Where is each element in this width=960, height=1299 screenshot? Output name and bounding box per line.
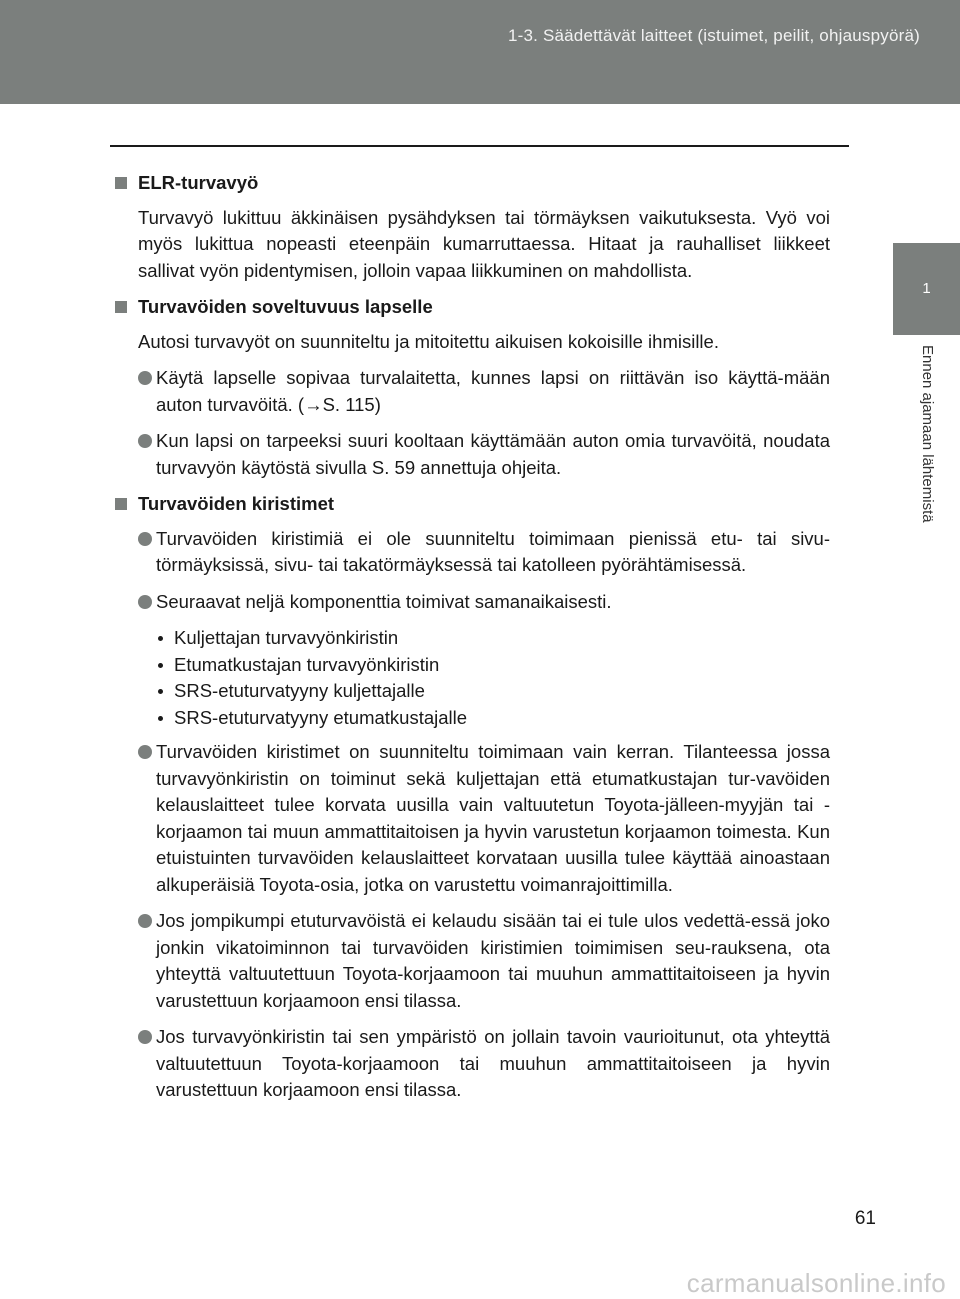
sub-list-item (156, 678, 830, 705)
sub-list-item (156, 705, 830, 732)
circle-bullet-icon (138, 1030, 152, 1044)
circle-bullet-icon (138, 532, 152, 546)
paragraph: Autosi turvavyöt on suunniteltu ja mitoitettu aikuisen kokoisille ihmisille. (138, 330, 719, 352)
dot-bullet-icon (158, 716, 163, 721)
watermark: carmanualsonline.info (686, 1268, 946, 1298)
sub-list-item (156, 625, 830, 652)
section-pretensioners (112, 491, 830, 1104)
bullet-text: Turvavöiden kiristimet on suunniteltu toimimaan vain kerran. Tilanteessa jossa turvavyönkiristin on toiminut sekä kuljettajan että etumatkustajan tur-vavöiden kelauslaitteet tulee korvata uusilla vain valtuutetun Toyota-jälleen-myyjän tai -korjaamon tai muun ammattitaitoisen ja hyvin varustetun korjaamon toimesta. Kun etuistuinten turvavöiden kelauslaitteet korvataan uusilla tulee käyttää ainoastaan alkuperäisiä Toyota-osia, jotka on varustettu voimanrajoittimilla. (156, 741, 830, 895)
sub-item-text: Kuljettajan turvavyönkiristin (174, 627, 399, 648)
paragraph: Turvavyö lukittuu äkkinäisen pysähdyksen tai törmäyksen vaikutuksesta. Vyö voi myös lukittua nopeasti eteenpäin kumarruttaessa. Hitaat ja rauhalliset liikkeet sallivat vyön pidentymisen, jolloin vapaa liikkuminen on mahdollista. (138, 206, 830, 281)
sub-list-item (156, 652, 830, 679)
sub-item-text: SRS-etuturvatyyny kuljettajalle (174, 680, 425, 701)
list-item (138, 526, 830, 579)
dot-bullet-icon (158, 689, 163, 694)
page-header (0, 0, 960, 104)
bullet-text: Kun lapsi on tarpeeksi suuri kooltaan käyttämään auton omia turvavöitä, noudata turvavyön käytöstä sivulla S. 59 annettuja ohjeita. (156, 430, 830, 478)
circle-bullet-icon (138, 595, 152, 609)
bullet-text: Turvavöiden kiristimiä ei ole suunniteltu toimimaan pienissä etu- tai sivu-törmäyksissä, sivu- tai takatörmäyksessä tai katolleen pyörähtämisessä. (156, 527, 830, 575)
bullet-text: Jos jompikumpi etuturvavöistä ei kelaudu sisään tai ei tule ulos vedettä-essä joko jonkin vikatoiminnon tai turvavöiden kiristimien toimimisen seu-rauksena, ota yhteyttä valtuutettuun Toyota-korjaamoon tai muuhun ammattitaitoiseen ja hyvin varustettuun korjaamoon ensi tilassa. (156, 910, 830, 1011)
section-heading (112, 491, 830, 518)
chapter-label-container (893, 345, 960, 590)
sub-item-text: SRS-etuturvatyyny etumatkustajalle (174, 706, 468, 728)
square-bullet-icon (115, 177, 127, 189)
heading-text: Turvavöiden kiristimet (138, 493, 335, 514)
section-title: 1-3. Säädettävät laitteet (istuimet, peilit, ohjauspyörä) (507, 26, 920, 45)
list-item (138, 739, 830, 898)
circle-bullet-icon (138, 434, 152, 448)
chapter-tab (893, 243, 960, 335)
heading-text: ELR-turvavyö (138, 172, 259, 193)
bullet-text: Jos turvavyönkiristin tai sen ympäristö on jollain tavoin vaurioitunut, ota yhteyttä valtuutettuun Toyota-korjaamoon tai muuhun ammattitaitoiseen ja hyvin varustettuun korjaamoon ensi tilassa. (156, 1026, 830, 1100)
page-number: 61 (854, 1208, 876, 1229)
section-elr (112, 170, 830, 284)
section-heading (112, 294, 830, 321)
sub-list (156, 625, 830, 731)
square-bullet-icon (115, 301, 127, 313)
section-heading (112, 170, 830, 197)
circle-bullet-icon (138, 914, 152, 928)
page-content (112, 170, 830, 1114)
list-item (138, 428, 830, 481)
circle-bullet-icon (138, 745, 152, 759)
dot-bullet-icon (158, 636, 163, 641)
bullet-text: Seuraavat neljä komponenttia toimivat samanaikaisesti. (156, 590, 612, 612)
header-rule (110, 145, 849, 147)
bullet-text: Käytä lapselle sopivaa turvalaitetta, kunnes lapsi on riittävän iso käyttä-mään auton turvavöitä. (→S. 115) (156, 367, 830, 415)
list-item (138, 589, 830, 616)
square-bullet-icon (115, 498, 127, 510)
circle-bullet-icon (138, 371, 152, 385)
section-child-fit (112, 294, 830, 481)
chapter-label: Ennen ajamaan lähtemistä (919, 345, 936, 523)
sub-item-text: Etumatkustajan turvavyönkiristin (174, 653, 440, 675)
chapter-number: 1 (922, 280, 931, 297)
dot-bullet-icon (158, 663, 163, 668)
list-item (138, 365, 830, 418)
list-item (138, 1024, 830, 1104)
list-item (138, 908, 830, 1014)
heading-text: Turvavöiden soveltuvuus lapselle (138, 296, 433, 317)
